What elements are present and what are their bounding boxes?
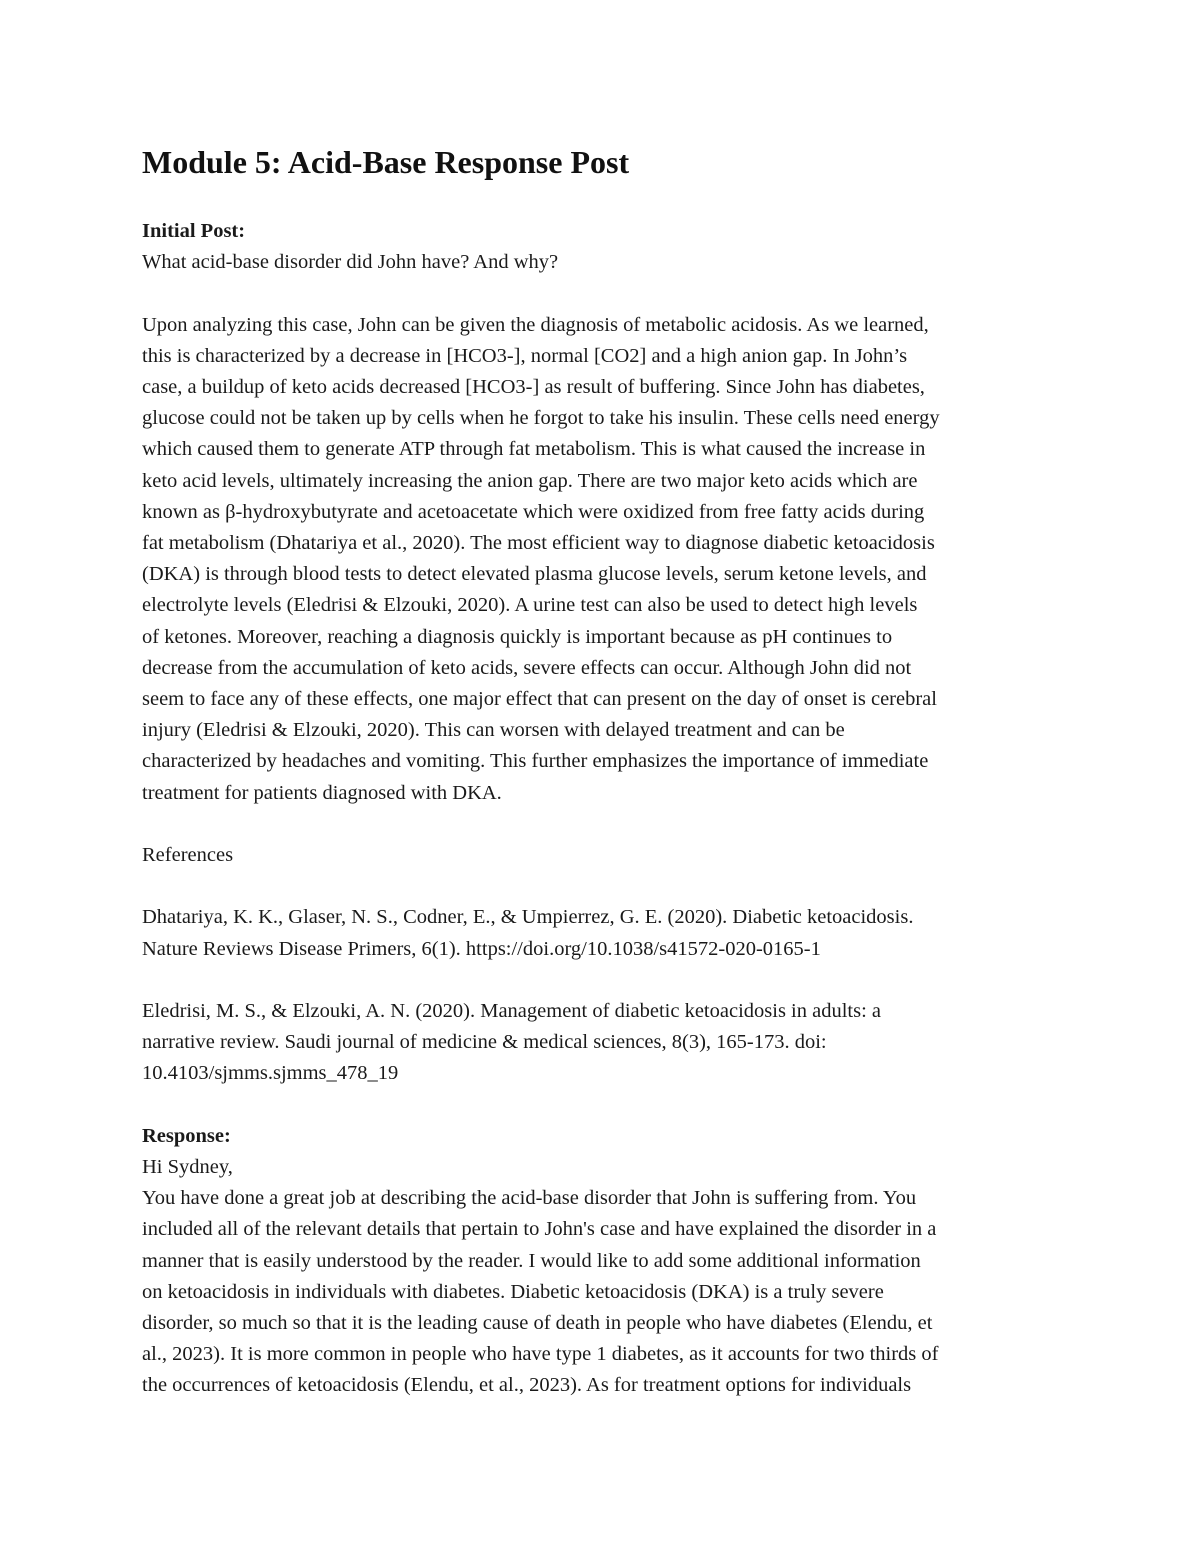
paragraph-line: al., 2023). It is more common in people who have type 1 diabetes, as it accounts for two thirds of: [142, 1343, 939, 1366]
spacer: [142, 1090, 1067, 1121]
reference-entry: [142, 902, 1067, 964]
reference-line: Nature Reviews Disease Primers, 6(1). https://doi.org/10.1038/s41572-020-0165-1: [142, 937, 821, 960]
document-page: [142, 142, 1067, 1402]
paragraph-line: glucose could not be taken up by cells when he forgot to take his insulin. These cells need energy: [142, 407, 940, 430]
spacer: [142, 871, 1067, 902]
paragraph-line: decrease from the accumulation of keto acids, severe effects can occur. Although John did not: [142, 656, 912, 679]
paragraph-line: injury (Eledrisi & Elzouki, 2020). This can worsen with delayed treatment and can be: [142, 719, 845, 742]
reference-line: narrative review. Saudi journal of medicine & medical sciences, 8(3), 165-173. doi:: [142, 1031, 827, 1054]
initial-post-question: What acid-base disorder did John have? And why?: [142, 251, 559, 274]
response-paragraph: [142, 1183, 1067, 1401]
paragraph-line: disorder, so much so that it is the leading cause of death in people who have diabetes (Elendu, et: [142, 1312, 933, 1335]
references-heading: References: [142, 844, 234, 867]
paragraph-line: characterized by headaches and vomiting. This further emphasizes the importance of immediate: [142, 750, 929, 773]
paragraph-line: fat metabolism (Dhatariya et al., 2020). The most efficient way to diagnose diabetic ketoacidosis: [142, 532, 935, 555]
paragraph-line: on ketoacidosis in individuals with diabetes. Diabetic ketoacidosis (DKA) is a truly severe: [142, 1280, 884, 1303]
response-greeting: Hi Sydney,: [142, 1156, 233, 1179]
paragraph-line: electrolyte levels (Eledrisi & Elzouki, 2020). A urine test can also be used to detect high levels: [142, 594, 918, 617]
reference-line: Dhatariya, K. K., Glaser, N. S., Codner, E., & Umpierrez, G. E. (2020). Diabetic ketoacidosis.: [142, 906, 914, 929]
paragraph-line: case, a buildup of keto acids decreased [HCO3-] as result of buffering. Since John has diabetes,: [142, 376, 925, 398]
paragraph-line: (DKA) is through blood tests to detect elevated plasma glucose levels, serum ketone levels, and: [142, 563, 927, 586]
paragraph-line: treatment for patients diagnosed with DKA.: [142, 781, 502, 804]
paragraph-line: You have done a great job at describing the acid-base disorder that John is suffering from. You: [142, 1187, 917, 1210]
reference-line: 10.4103/sjmms.sjmms_478_19: [142, 1062, 399, 1085]
initial-post-paragraph: [142, 310, 1067, 809]
paragraph-line: manner that is easily understood by the reader. I would like to add some additional information: [142, 1249, 921, 1272]
spacer: [142, 809, 1067, 840]
page-title: Module 5: Acid-Base Response Post: [142, 144, 630, 180]
paragraph-line: which caused them to generate ATP through fat metabolism. This is what caused the increase in: [142, 438, 926, 461]
response-label: Response:: [142, 1124, 231, 1147]
paragraph-line: known as β-hydroxybutyrate and acetoacetate which were oxidized from free fatty acids during: [142, 500, 925, 523]
paragraph-line: the occurrences of ketoacidosis (Elendu, et al., 2023). As for treatment options for individuals: [142, 1374, 912, 1397]
paragraph-line: of ketones. Moreover, reaching a diagnosis quickly is important because as pH continues to: [142, 625, 893, 648]
initial-post-label: Initial Post:: [142, 220, 246, 242]
paragraph-line: Upon analyzing this case, John can be given the diagnosis of metabolic acidosis. As we learned,: [142, 313, 929, 336]
paragraph-line: seem to face any of these effects, one major effect that can present on the day of onset is cerebral: [142, 688, 937, 711]
spacer: [142, 278, 1067, 309]
initial-post-section: [142, 216, 1067, 1402]
paragraph-line: keto acid levels, ultimately increasing the anion gap. There are two major keto acids which are: [142, 469, 918, 492]
paragraph-line: this is characterized by a decrease in [HCO3-], normal [CO2] and a high anion gap. In John’s: [142, 344, 908, 367]
spacer: [142, 965, 1067, 996]
reference-entry: [142, 996, 1067, 1090]
paragraph-line: included all of the relevant details that pertain to John's case and have explained the disorder in a: [142, 1218, 937, 1241]
reference-line: Eledrisi, M. S., & Elzouki, A. N. (2020). Management of diabetic ketoacidosis in adults: a: [142, 1000, 882, 1023]
